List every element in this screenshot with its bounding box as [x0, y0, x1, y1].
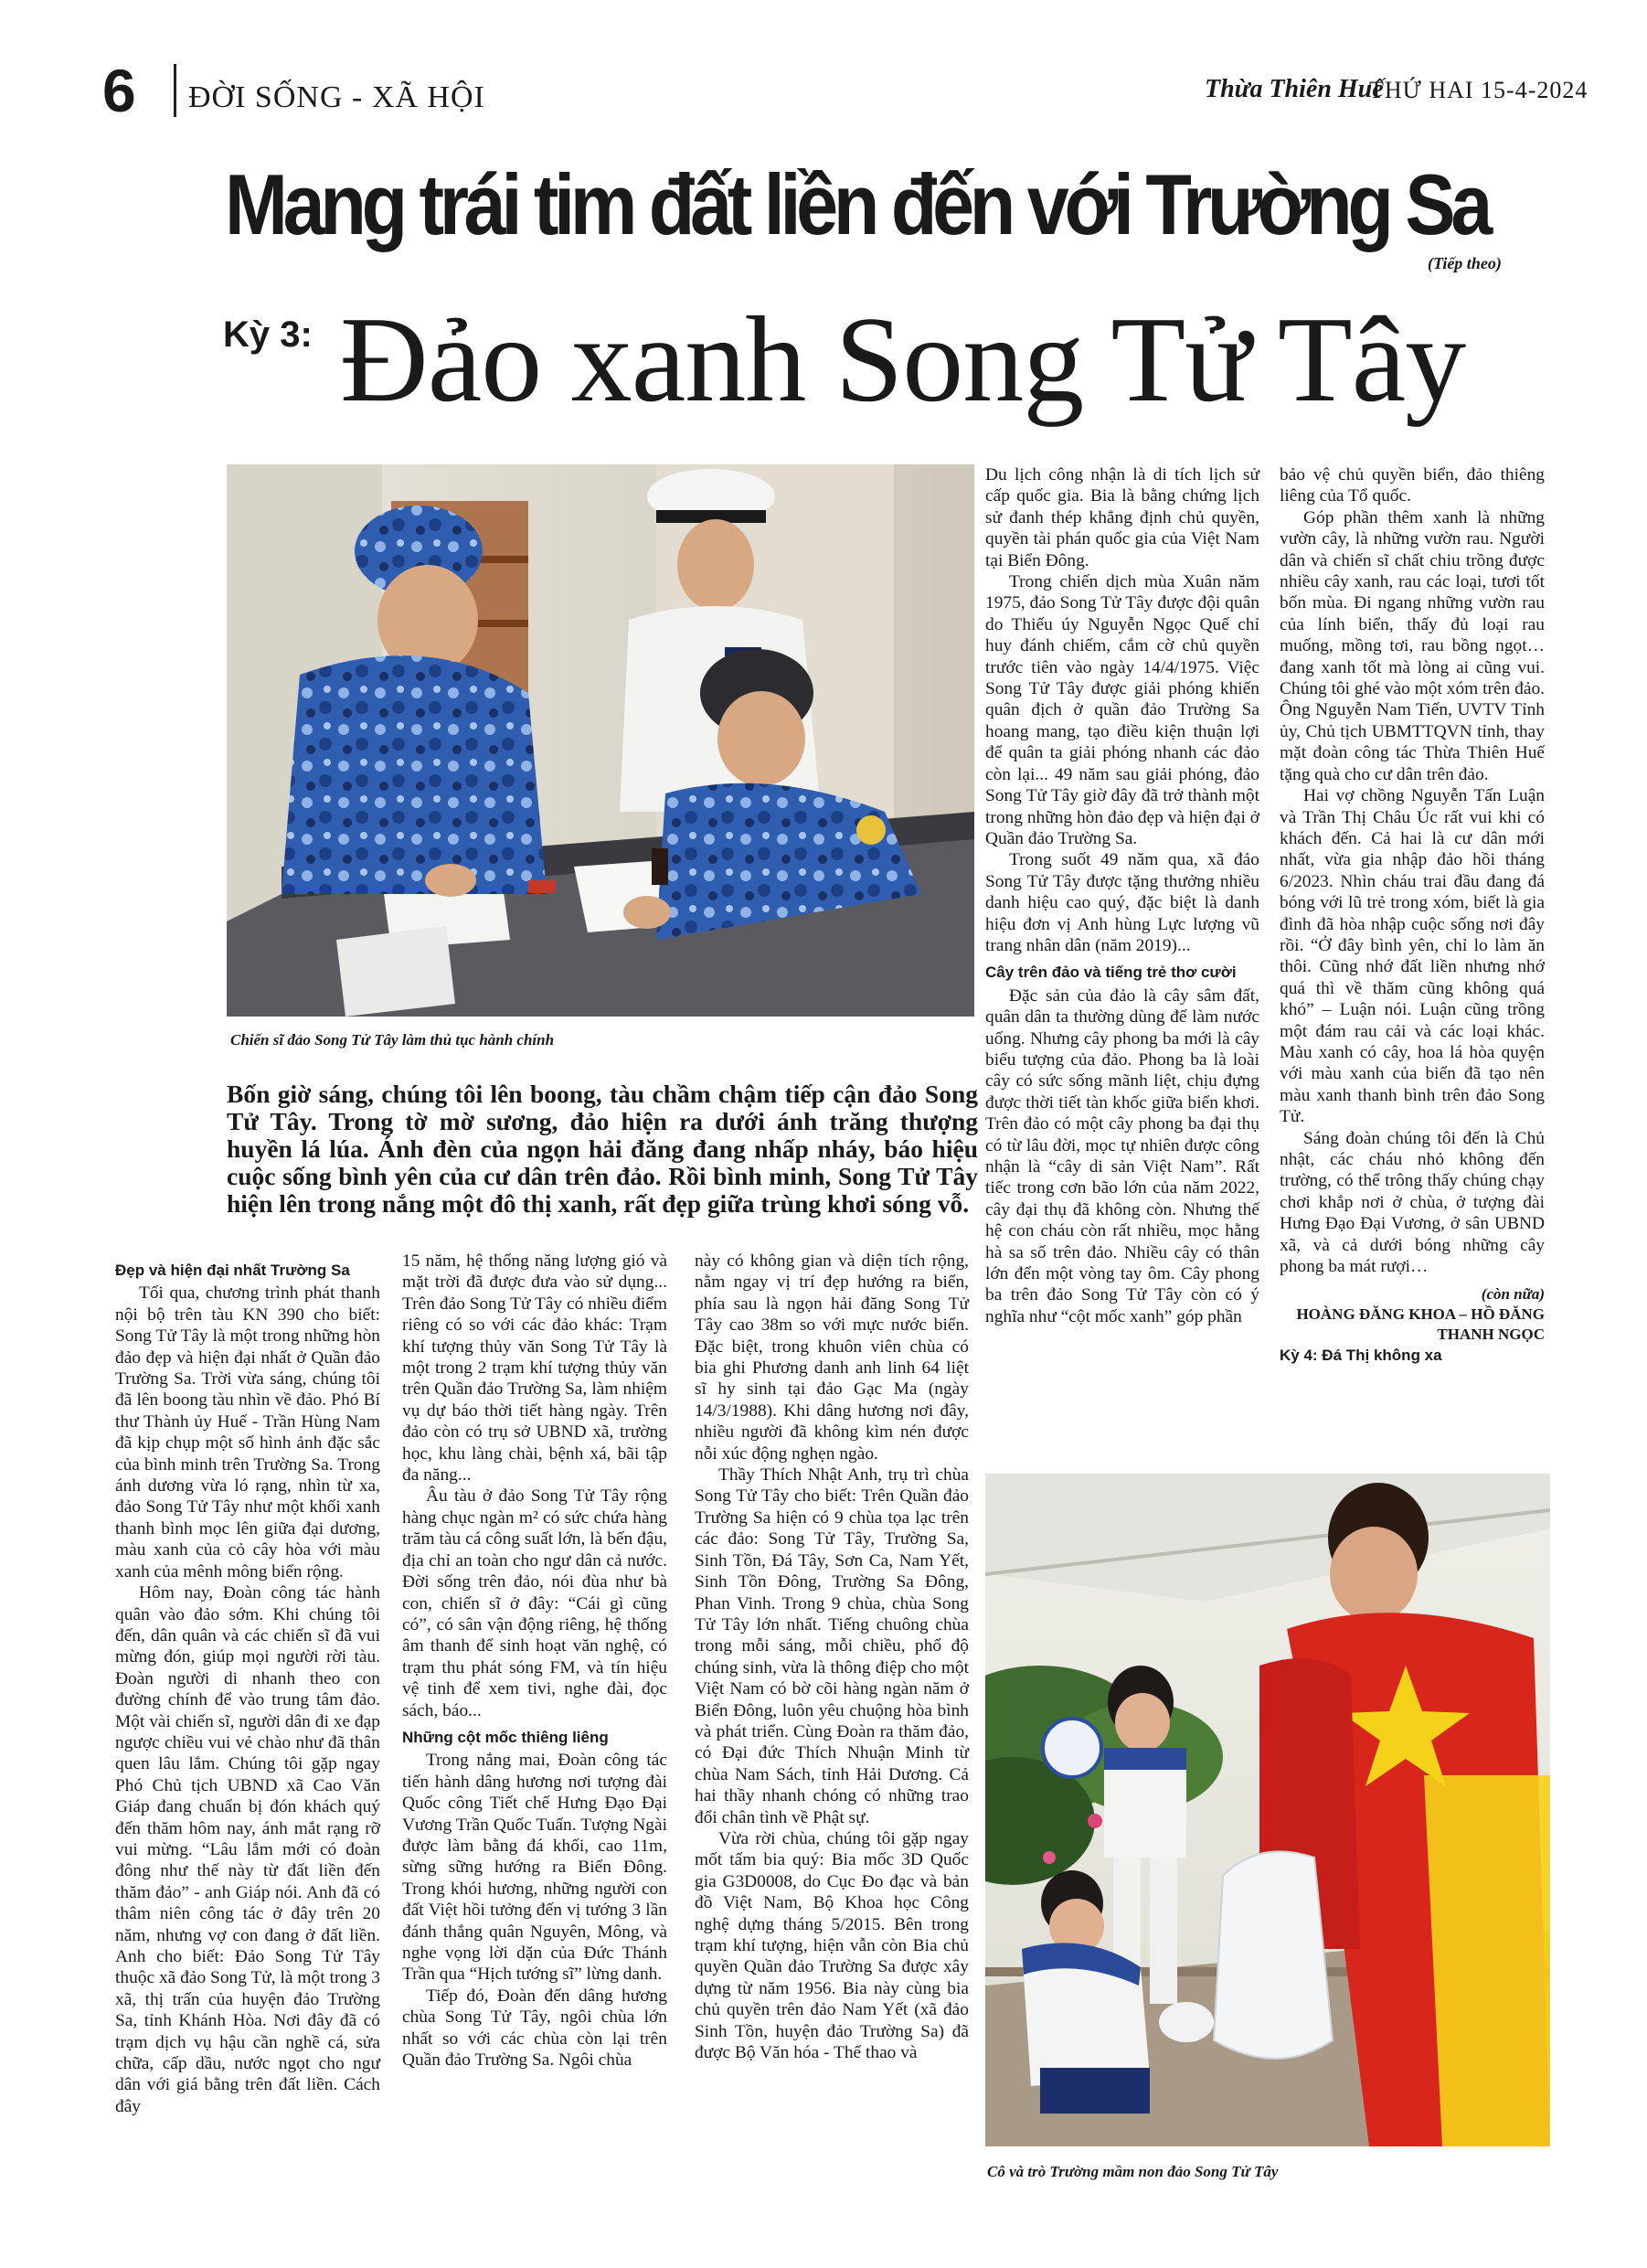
next-part-teaser: Kỳ 4: Đá Thị không xa	[1280, 1347, 1442, 1365]
paragraph: Trong suốt 49 năm qua, xã đảo Song Tử Tây được tặng thưởng nhiều danh hiệu cao quý, đặc biệt là danh hiệu đơn vị Anh hùng Lực lượng vũ trang nhân dân (năm 2019)...	[985, 850, 1259, 955]
paragraph: Tiếp đó, Đoàn đến dâng hương chùa Song Tử Tây, ngôi chùa lớn nhất so với các chùa còn lại trên Quần đảo Trường Sa. Ngôi chùa	[402, 1986, 667, 2071]
paragraph: Hôm nay, Đoàn công tác hành quân vào đảo sớm. Khi chúng tôi đến, dân quân và các chiến sĩ đã vui mừng đón, giúp mọi người rời tàu. Đoàn người di nhanh theo con đường chính để vào trung tâm đảo. Một vài chiến sĩ, người dân đi xe đạp ngược chiều vui vẻ chào như đã thân quen lâu lắm. Chúng tôi gặp ngay Phó Chủ tịch UBND xã Cao Văn Giáp đang chuẩn bị đón khách quý đến thăm hôm nay, ánh mắt rạng rỡ vui mừng. “Lâu lắm mới có đoàn đông như thế này từ đất liền đến thăm đảo” - anh Giáp nói. Anh đã có thâm niên công tác ở đây trên 20 năm, nhưng vợ con đang ở đất liền. Anh cho biết: Đảo Song Tử Tây thuộc xã đảo Song Tử, là một trong 3 xã, thị trấn của huyện đảo Trường Sa, tỉnh Khánh Hòa. Nơi đây đã có trạm dịch vụ hậu cần nghề cá, sửa chữa, cấp dầu, nước ngọt cho ngư dân với giá bằng trên đất liền. Cách đây	[115, 1583, 380, 2116]
column-2	[402, 1251, 667, 2071]
paragraph: 15 năm, hệ thống năng lượng gió và mặt trời đã được đưa vào sử dụng... Trên đảo Song Tử Tây có nhiều điểm riêng có so với các đảo khác: Trạm khí tượng thủy văn Song Tử Tây là một trong 2 trạm khí tượng thủy văn trên Quần đảo Trường Sa, làm nhiệm vụ dự báo thời tiết hàng ngày. Trên đảo còn có trụ sở UBND xã, trường học, khu làng chài, bệnh xá, bãi tập đa năng...	[402, 1251, 667, 1485]
soldiers-paperwork-image	[227, 464, 974, 1017]
lead-paragraph: Bốn giờ sáng, chúng tôi lên boong, tàu chầm chậm tiếp cận đảo Song Tử Tây. Trong tờ mờ sương, đảo hiện ra dưới ánh trăng thượng huyền lá lúa. Ánh đèn của ngọn hải đăng đang nhấp nháy, báo hiệu cuộc sống bình yên của cư dân trên đảo. Rồi bình minh, Song Tử Tây hiện lên trong nắng một đô thị xanh, rất đẹp giữa trùng khơi sóng vỗ.	[227, 1080, 978, 1218]
paragraph: bảo vệ chủ quyền biển, đảo thiêng liêng của Tổ quốc.	[1280, 465, 1545, 506]
series-part: Kỳ 3:	[223, 314, 313, 355]
paragraph: Vừa rời chùa, chúng tôi gặp ngay mốt tấm bia quý: Bia mốc 3D Quốc gia G3D0008, do Cục Đo đạc và bản đồ Việt Nam, Bộ Khoa học Công nghệ dựng tháng 5/2015. Bên trong trạm khí tượng, hiện vẫn còn Bia chủ quyền Quần đảo Trường Sa được xây dựng từ năm 1956. Bia này cùng bia chủ quyền trên đảo Nam Yết (xã đảo Sinh Tồn, huyện đảo Trường Sa) đã được Bộ Văn hóa - Thể thao và	[695, 1828, 969, 2063]
paragraph: Sáng đoàn chúng tôi đến là Chủ nhật, các cháu nhỏ không đến trường, có thể trông thấy chúng chạy chơi khắp nơi ở chùa, ở tượng đài Hưng Đạo Đại Vương, ở sân UBND xã, và cả dưới bóng những cây phong ba mát rượi…	[1280, 1128, 1545, 1277]
top-photo-caption: Chiến sĩ đảo Song Tử Tây làm thủ tục hành chính	[230, 1031, 555, 1049]
author-byline: HOÀNG ĐĂNG KHOA – HỒ ĐĂNG THANH NGỌC	[1296, 1305, 1545, 1344]
paragraph: Âu tàu ở đảo Song Tử Tây rộng hàng chục ngàn m² có sức chứa hàng trăm tàu cá công suất lớn, là bến đậu, địa chỉ an toàn cho ngư dân cả nước. Đời sống trên đảo, nói đùa như bà con, chiến sĩ ở đây: “Cái gì cũng có”, có sân vận động riêng, hệ thống âm thanh để sinh hoạt văn nghệ, có trạm thu phát sóng FM, và tín hiệu vệ tinh để xem tivi, nghe đài, đọc sách, báo...	[402, 1486, 667, 1720]
paragraph: này có không gian và diện tích rộng, nằm ngay vị trí đẹp hướng ra biển, phía sau là ngọn hải đăng Song Tử Tây cao 38m so với mực nước biển. Đặc biệt, trong khuôn viên chùa có bia ghi Phương danh anh linh 64 liệt sĩ hy sinh tại đảo Gạc Ma (ngày 14/3/1988). Khi dâng hương nơi đây, nhiều người đã không kìm nén được nỗi xúc động nghẹn ngào.	[695, 1251, 969, 1464]
paragraph: Trong nắng mai, Đoàn công tác tiến hành dâng hương nơi tượng đài Quốc công Tiết chế Hưng Đạo Đại Vương Trần Quốc Tuấn. Tượng Ngài được làm bằng đá khối, cao 11m, sừng sững hướng ra Biển Đông. Trong khói hương, những người con đất Việt hồi tưởng đến vị tướng 3 lần đánh thắng quân Nguyên, Mông, và nghe vọng lời dặn của Đức Thánh Trần qua “Hịch tướng sĩ” lừng danh.	[402, 1751, 667, 1985]
bottom-photo	[985, 1474, 1550, 2146]
paragraph: Đặc sản của đảo là cây sâm đất, quân dân ta thường dùng để làm nước uống. Nhưng cây phong ba mới là cây biểu tượng của đảo. Phong ba là loài cây có sức sống mãnh liệt, chịu đựng được thời tiết tàn khốc giữa biển khơi. Trên đảo có một cây phong ba đại thụ có từ lâu đời, mọc tự nhiên được công nhận là “cây di sản Việt Nam”. Rất tiếc trong cơn bão lớn của năm 2022, cây đại thụ đã không còn. Nhưng thế hệ con cháu còn rất nhiều, mọc hằng hà sa số trên đảo. Nhiều cây có thân lớn đến một vòng tay ôm. Cây phong ba trên đảo Song Tử Tây còn có ý nghĩa như “cột mốc xanh” góp phần	[985, 985, 1259, 1326]
header-divider	[174, 64, 176, 117]
paragraph: Trong chiến dịch mùa Xuân năm 1975, đảo Song Tử Tây được đội quân do Thiếu úy Nguyễn Ngọc Quế chỉ huy đánh chiếm, cắm cờ chủ quyền trước tiên vào ngày 14/4/1975. Việc Song Tử Tây được giải phóng khiến quân địch ở quần đảo Trường Sa hoang mang, tạo điều kiện thuận lợi để quân ta giải phóng nhanh các đảo còn lại... 49 năm sau giải phóng, đảo Song Tử Tây giờ đây đã trở thành một trong những hòn đảo đẹp và hiện đại ở Quần đảo Trường Sa.	[985, 572, 1259, 848]
headline-subtitle: Đảo xanh Song Tử Tây	[340, 292, 1466, 427]
paragraph: Góp phần thêm xanh là những vườn cây, là những vườn rau. Người dân và chiến sĩ chất chiu trồng được nhiều cây xanh, rau các loại, tươi tốt bốn mùa. Đi ngang những vườn rau của lính biển, thấy đủ loại rau muống, mồng tơi, rau bồng ngọt… đang xanh tốt mà lòng ai cũng vui. Chúng tôi ghé vào một xóm trên đảo. Ông Nguyễn Nam Tiến, UVTV Tỉnh ủy, Chủ tịch UBMTTQVN tỉnh, thay mặt đoàn công tác Thừa Thiên Huế tặng quà cho cư dân trên đảo.	[1280, 507, 1545, 784]
section-heading: Đẹp và hiện đại nhất Trường Sa	[115, 1262, 350, 1279]
paragraph: Thầy Thích Nhật Anh, trụ trì chùa Song Tử Tây cho biết: Trên Quần đảo Trường Sa hiện có 9 chùa tọa lạc trên các đảo: Song Tử Tây, Trường Sa, Sinh Tồn, Đá Tây, Sơn Ca, Nam Yết, Sinh Tồn Đông, Trường Sa Đông, Phan Vinh. Trong 9 chùa, chùa Song Tử Tây lớn nhất. Tiếng chuông chùa trong mỗi sáng, mỗi chiều, phổ độ chúng sinh, vừa là thông điệp cho một Việt Nam có bờ cõi hàng ngàn năm ở Biển Đông, luôn yêu chuộng hòa bình và phát triển. Cùng Đoàn ra thăm đảo, có Đại đức Thích Nhuận Minh từ chùa Nam Sách, tỉnh Hải Dương. Cả hai thầy nhanh chóng có những trao đổi chân tình về Phật sự.	[695, 1465, 969, 1827]
teacher-children-image	[985, 1474, 1550, 2146]
top-photo	[227, 464, 974, 1017]
page-number: 6	[102, 57, 136, 124]
section-heading: Những cột mốc thiêng liêng	[402, 1728, 609, 1746]
section-heading: Cây trên đảo và tiếng trẻ thơ cười	[985, 964, 1237, 982]
bottom-photo-caption: Cô và trò Trường mầm non đảo Song Tử Tây	[987, 2163, 1279, 2180]
headline-title: Mang trái tim đất liền đến với Trường Sa	[225, 156, 1488, 252]
column-4	[1280, 464, 1545, 1367]
paragraph: Du lịch công nhận là di tích lịch sử cấp quốc gia. Bia là bằng chứng lịch sử đanh thép khẳng định chủ quyền, quyền tài phán quốc gia của Việt Nam tại Biển Đông.	[985, 465, 1259, 570]
to-be-continued: (còn nữa)	[1481, 1285, 1545, 1304]
column-1	[115, 1254, 380, 2117]
newspaper-name: Thừa Thiên Huế	[1205, 75, 1384, 103]
section-name: ĐỜI SỐNG - XÃ HỘI	[188, 80, 485, 114]
issue-date: THỨ HAI 15-4-2024	[1369, 77, 1589, 103]
continued-note: (Tiếp theo)	[1428, 254, 1502, 272]
paragraph: Hai vợ chồng Nguyễn Tấn Luận và Trần Thị Châu Úc rất vui khi có khách đến. Cả hai là cư dân mới nhất, vừa gia nhập đảo hồi tháng 6/2023. Nhìn cháu trai đầu đang đá bóng với lũ trẻ trong xóm, biết là gia đình đã hòa nhập cuộc sống nơi đây rồi. “Ở đây bình yên, chỉ lo làm ăn thôi. Cũng nhớ đất liền nhưng nhớ quá thì về thăm cũng không quá khó” – Luận nói. Luận cũng trồng một đám rau cải và các loại khác. Màu xanh có cây, hoa lá hòa quyện với màu xanh của biển đã tạo nên màu xanh thanh bình trên đảo Song Tử.	[1280, 786, 1545, 1127]
column-3-mid	[695, 1251, 969, 2063]
column-3-top	[985, 464, 1259, 1327]
paragraph: Tối qua, chương trình phát thanh nội bộ trên tàu KN 390 cho biết: Song Tử Tây là một trong những hòn đảo đẹp và hiện đại nhất ở Quần đảo Trường Sa. Trời vừa sáng, chúng tôi đã lên boong tàu nhìn về đảo. Phó Bí thư Thành ủy Huế - Trần Hùng Nam đã kịp chụp một số hình ảnh đặc sắc của bình minh trên Trường Sa. Trong ánh dương vừa ló rạng, nhìn từ xa, đảo Song Tử Tây như một khối xanh thanh bình mọc lên giữa đại dương, màu xanh của cỏ cây hòa với màu xanh của mênh mông biển rộng.	[115, 1283, 380, 1581]
